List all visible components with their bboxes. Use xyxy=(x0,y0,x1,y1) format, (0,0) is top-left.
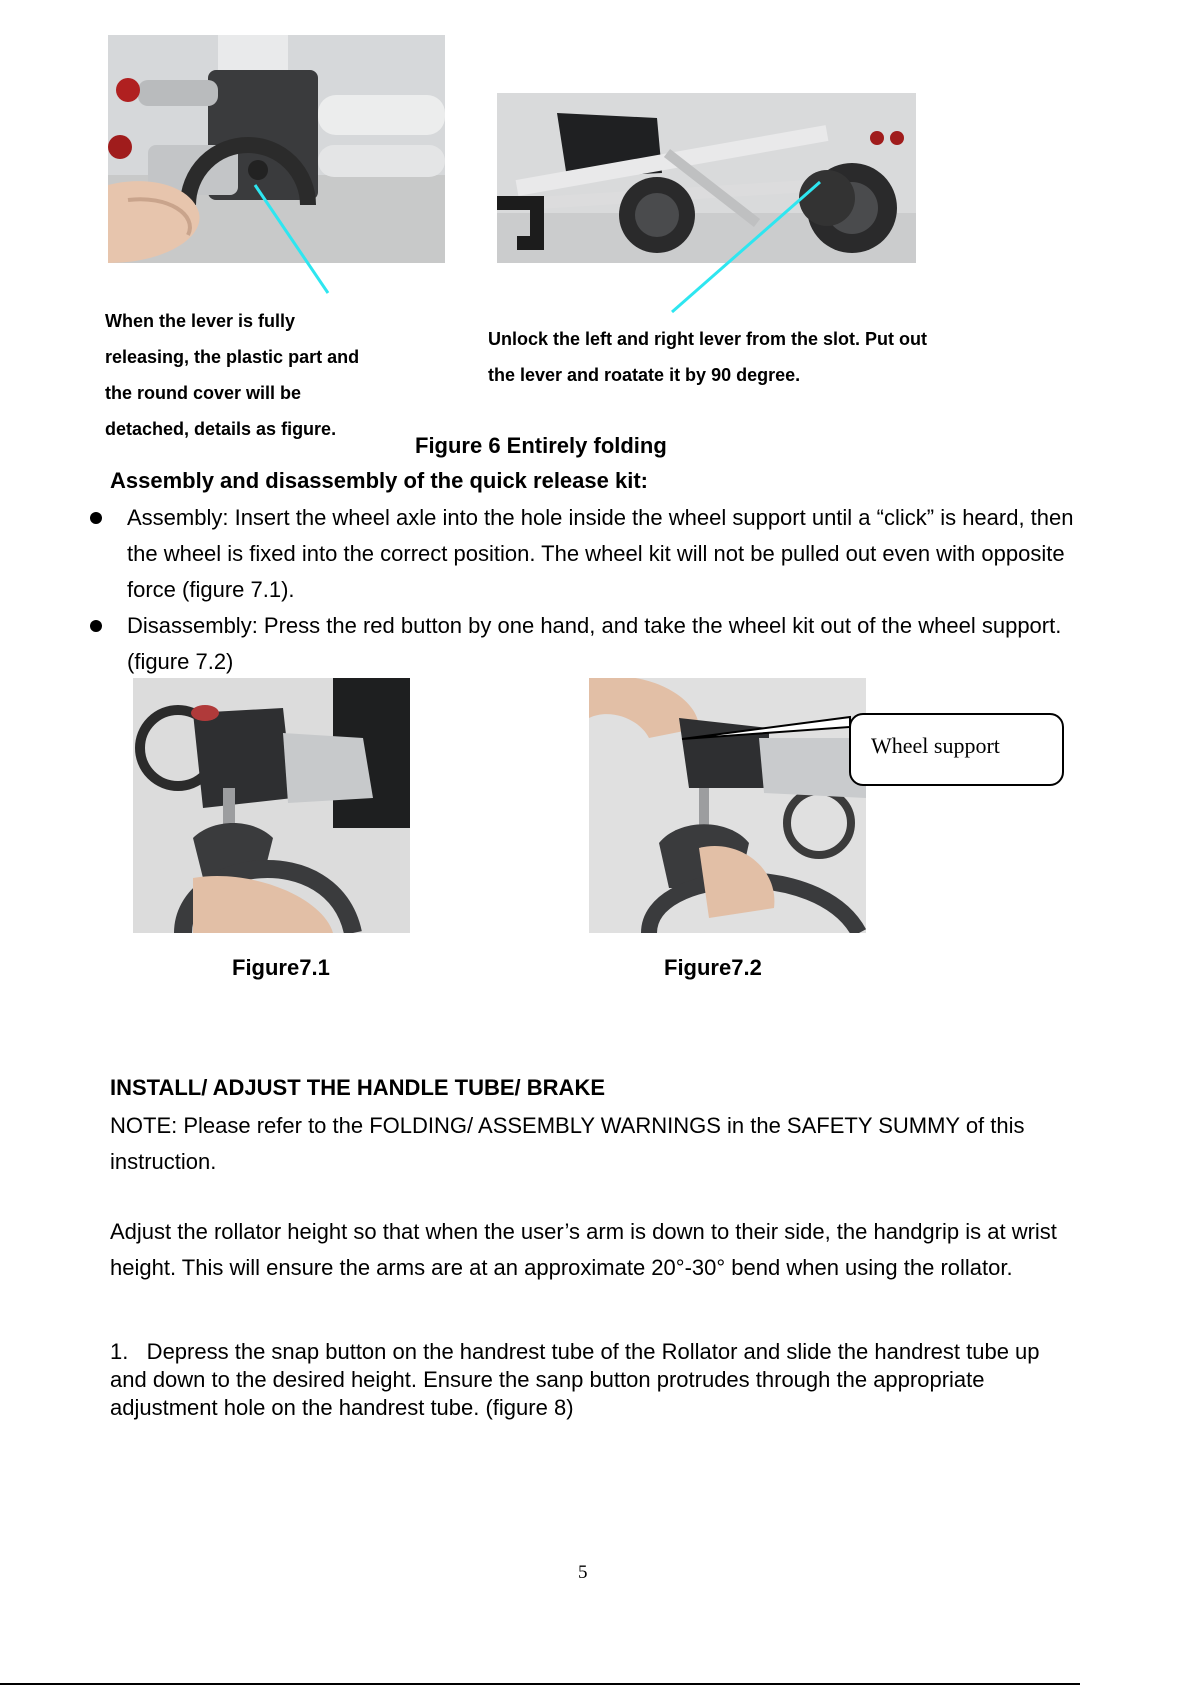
pointer-arrows xyxy=(0,0,1192,330)
wheel-support-callout xyxy=(849,713,1064,786)
callout-label: Wheel support xyxy=(871,733,1000,758)
quick-release-heading: Assembly and disassembly of the quick release kit: xyxy=(110,468,648,493)
callout-pointer xyxy=(680,715,860,745)
bullet-text: Assembly: Insert the wheel axle into the hole inside the wheel support until a “click” is heard, then the wheel is fixed into the correct position. The wheel kit will not be pulled out even with opposite force (figure 7.1). xyxy=(127,505,1074,602)
figure7-1-caption: Figure7.1 xyxy=(232,955,330,980)
photo-figure-7-1 xyxy=(133,678,410,933)
install-adjust-paragraph: Adjust the rollator height so that when the user’s arm is down to their side, the handgrip is at wrist height. This will ensure the arms are at an approximate 20°-30° bend when using the rollator. xyxy=(110,1219,1057,1280)
figure6-left-caption xyxy=(105,303,405,447)
caption-line: Unlock the left and right lever from the slot. Put out xyxy=(488,329,928,349)
arrow-right xyxy=(672,182,820,312)
figure6-right-caption xyxy=(488,321,1048,393)
caption-line: the lever and roatate it by 90 degree. xyxy=(488,365,801,385)
page-number: 5 xyxy=(578,1562,588,1583)
install-note: NOTE: Please refer to the FOLDING/ ASSEMBLY WARNINGS in the SAFETY SUMMY of this instruction. xyxy=(110,1113,1025,1174)
figure6-title: Figure 6 Entirely folding xyxy=(415,433,667,458)
caption-line: When the lever is fully xyxy=(105,311,296,331)
caption-line: detached, details as figure. xyxy=(105,419,337,439)
quick-release-bullets xyxy=(87,500,1077,680)
install-heading: INSTALL/ ADJUST THE HANDLE TUBE/ BRAKE xyxy=(110,1075,605,1100)
caption-line: the round cover will be xyxy=(105,383,302,403)
list-item xyxy=(87,608,1077,680)
figure7-2-caption: Figure7.2 xyxy=(664,955,762,980)
caption-line: releasing, the plastic part and xyxy=(105,347,360,367)
bullet-icon xyxy=(90,620,102,632)
bullet-text: Disassembly: Press the red button by one hand, and take the wheel kit out of the wheel support.(figure 7.2) xyxy=(127,613,1062,674)
install-step-1: 1. Depress the snap button on the handrest tube of the Rollator and slide the handrest tube up and down to the desired height. Ensure the sanp button protrudes through the appropriate adjustment hole on the handrest tube. (figure 8) xyxy=(110,1339,1040,1420)
list-item xyxy=(87,500,1077,608)
bullet-icon xyxy=(90,512,102,524)
arrow-left xyxy=(255,185,328,293)
